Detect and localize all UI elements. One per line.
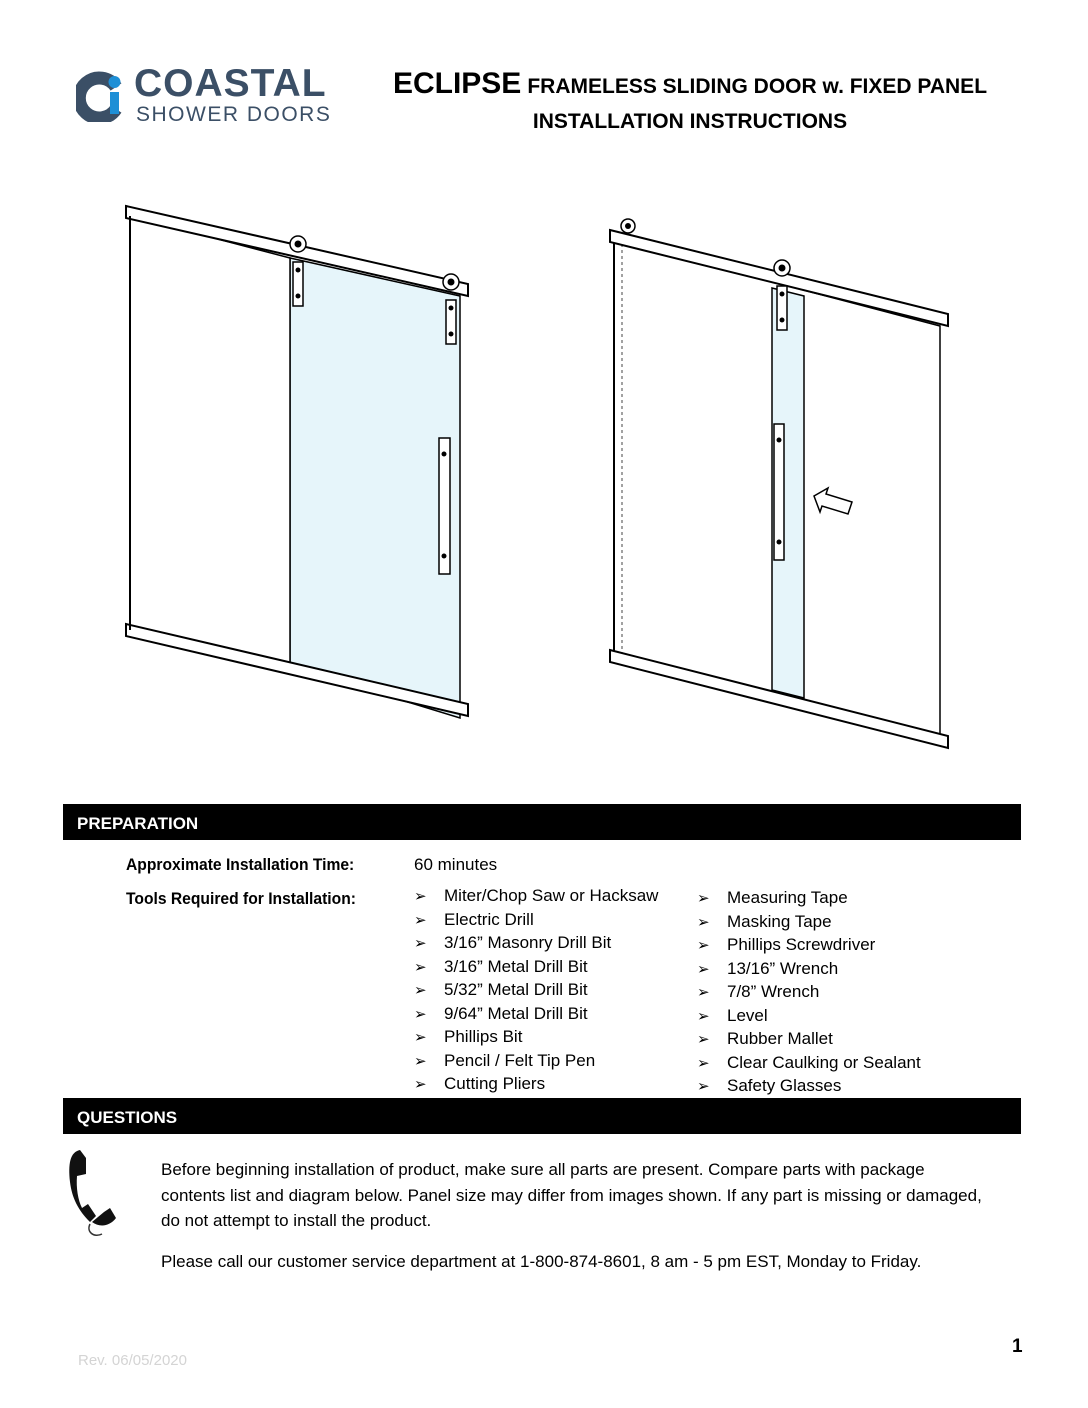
roller-1: [621, 219, 635, 233]
tool-item: [697, 911, 921, 935]
product-name: ECLIPSE: [392, 67, 522, 100]
tool-item: [414, 932, 658, 956]
tools-required-label: Tools Required for Installation:: [126, 889, 356, 908]
tool-item: [414, 1003, 658, 1027]
installation-time-label: Approximate Installation Time:: [126, 855, 355, 874]
tool-label: Electric Drill: [444, 909, 534, 929]
arrow-bullet-icon: ➢: [697, 960, 710, 978]
tool-item: [697, 934, 921, 958]
tool-label: 3/16” Metal Drill Bit: [444, 956, 588, 976]
arrow-bullet-icon: ➢: [414, 1005, 427, 1023]
tool-item: [697, 1075, 921, 1099]
door-open-diagram: [600, 196, 960, 756]
door-closed-diagram: [118, 196, 478, 726]
tool-label: Level: [727, 1005, 768, 1025]
tool-label: 7/8” Wrench: [727, 982, 820, 1001]
direction-arrow-icon: [814, 488, 852, 514]
tool-item: [697, 1028, 921, 1052]
title-line-1: [380, 66, 1000, 102]
arrow-bullet-icon: ➢: [414, 982, 427, 999]
arrow-bullet-icon: ➢: [697, 890, 710, 907]
tool-item: [414, 979, 658, 1003]
tool-item: [697, 958, 921, 982]
arrow-bullet-icon: ➢: [414, 1029, 427, 1046]
tool-label: Phillips Screwdriver: [727, 935, 876, 954]
arrow-bullet-icon: ➢: [697, 1031, 710, 1048]
revision-date: Rev. 06/05/2020: [78, 1352, 187, 1369]
fixed-panel-outline: [130, 216, 290, 666]
tools-list-column-1: [414, 885, 658, 1097]
arrow-bullet-icon: ➢: [414, 935, 427, 952]
tool-label: Measuring Tape: [727, 888, 848, 907]
tool-label: Safety Glasses: [727, 1076, 842, 1095]
arrow-bullet-icon: ➢: [414, 911, 427, 929]
tool-label: Cutting Pliers: [444, 1074, 546, 1093]
tool-item: [414, 885, 658, 909]
customer-service-line: Please call our customer service department at 1-800-874-8601, 8 am - 5 pm EST, Monday to Friday.: [161, 1252, 922, 1271]
tool-item: [414, 1026, 658, 1050]
preparation-heading: PREPARATION: [63, 804, 1021, 840]
tool-item: [414, 909, 658, 933]
tool-item: [697, 981, 921, 1005]
arrow-bullet-icon: ➢: [697, 913, 710, 931]
tool-label: 9/64” Metal Drill Bit: [444, 1003, 588, 1023]
tool-label: Rubber Mallet: [727, 1029, 833, 1048]
brand-tagline: SHOWER DOORS: [136, 103, 332, 126]
tool-item: [414, 1073, 658, 1097]
tool-label: Masking Tape: [727, 911, 832, 931]
tool-item: [414, 956, 658, 980]
roller-2: [443, 274, 459, 344]
door-handle: [439, 438, 450, 574]
tool-item: [697, 887, 921, 911]
arrow-bullet-icon: ➢: [414, 888, 427, 905]
arrow-bullet-icon: ➢: [697, 937, 710, 954]
questions-paragraph: Before beginning installation of product, make sure all parts are present. Compare parts with package contents list and diagram below. Panel size may differ from images shown. If any part is missing or damaged, do not attempt to install the product.: [161, 1160, 982, 1230]
document-title: [380, 66, 1000, 134]
product-description: FRAMELESS SLIDING DOOR w. FIXED PANEL: [527, 75, 988, 98]
tool-label: Phillips Bit: [444, 1027, 523, 1046]
tool-item: [414, 1050, 658, 1074]
roller-2: [774, 260, 790, 330]
arrow-bullet-icon: ➢: [697, 1078, 710, 1095]
tool-label: 13/16” Wrench: [727, 958, 839, 978]
tool-label: Clear Caulking or Sealant: [727, 1052, 921, 1072]
tools-list-column-2: [697, 887, 921, 1099]
tool-item: [697, 1052, 921, 1076]
sliding-glass-panel: [290, 258, 460, 718]
coastal-logo: [76, 62, 366, 130]
tool-label: Pencil / Felt Tip Pen: [444, 1050, 596, 1070]
door-handle: [774, 424, 784, 560]
arrow-bullet-icon: ➢: [414, 1076, 427, 1093]
arrow-bullet-icon: ➢: [697, 1007, 710, 1025]
installation-time-value: 60 minutes: [414, 855, 498, 874]
roller-1: [290, 236, 306, 306]
arrow-bullet-icon: ➢: [697, 1054, 710, 1072]
arrow-bullet-icon: ➢: [414, 958, 427, 976]
tool-label: Miter/Chop Saw or Hacksaw: [444, 886, 659, 905]
tool-label: 5/32” Metal Drill Bit: [444, 980, 588, 999]
questions-heading: QUESTIONS: [63, 1098, 1021, 1134]
title-line-2: INSTALLATION INSTRUCTIONS: [532, 110, 848, 133]
page-number: 1: [1012, 1336, 1023, 1357]
arrow-bullet-icon: ➢: [697, 984, 710, 1001]
logo-mark-icon: [76, 70, 126, 122]
tool-item: [697, 1005, 921, 1029]
brand-name: COASTAL: [134, 62, 327, 105]
tool-label: 3/16” Masonry Drill Bit: [444, 933, 612, 952]
telephone-icon: [66, 1142, 128, 1242]
arrow-bullet-icon: ➢: [414, 1052, 427, 1070]
